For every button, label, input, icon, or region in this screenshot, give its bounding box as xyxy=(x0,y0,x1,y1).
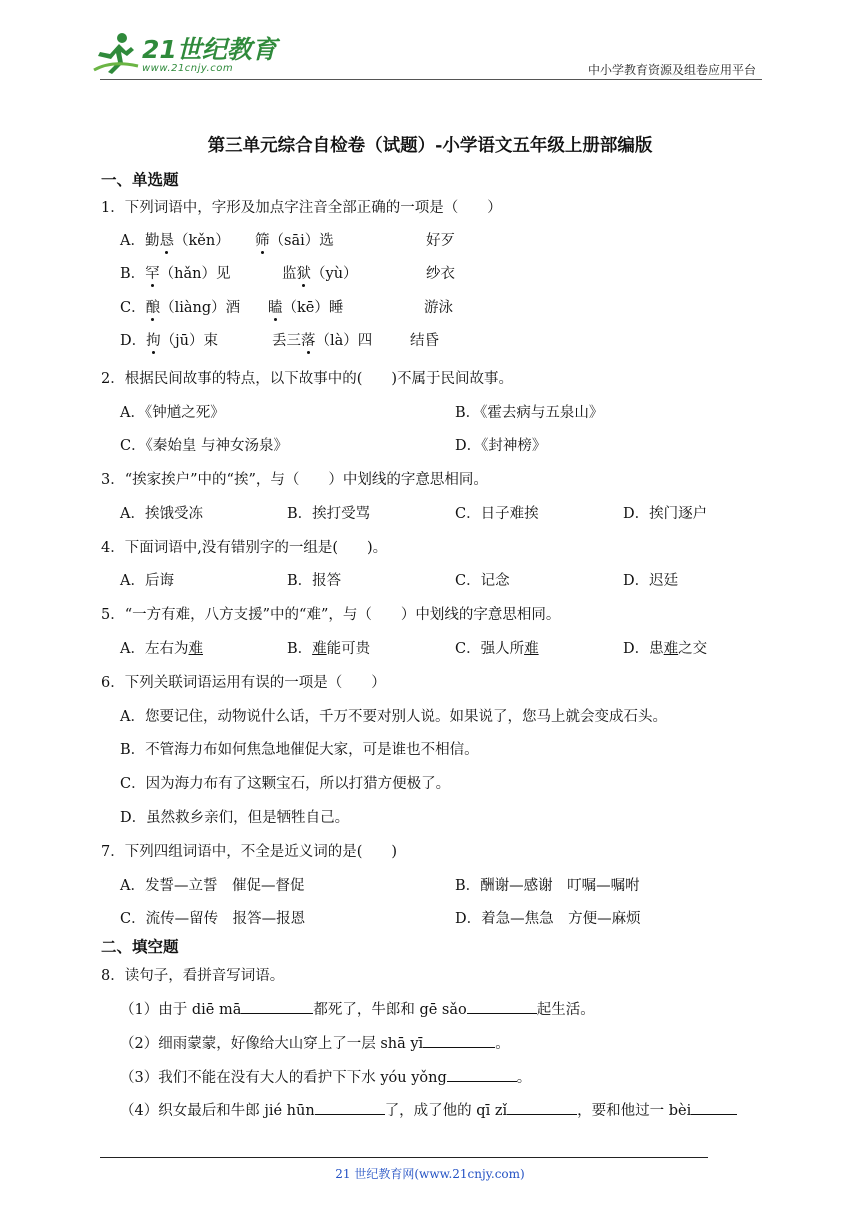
question-6-option-b[interactable]: B．不管海力布如何焦急地催促大家，可是谁也不相信。 xyxy=(120,742,479,758)
question-1-option-a-word3: 好歹 xyxy=(426,233,455,249)
question-1-option-b-word3: 纱衣 xyxy=(426,266,455,282)
question-3-stem: 3．“挨家挨户”中的“挨”，与（ ）中划线的字意思相同。 xyxy=(101,472,488,488)
answer-blank[interactable] xyxy=(423,1035,495,1048)
page-title: 第三单元综合自检卷（试题）-小学语文五年级上册部编版 xyxy=(207,136,653,156)
question-1-stem: 1．下列词语中，字形及加点字注音全部正确的一项是（ ） xyxy=(101,200,502,216)
dotted-char: 罕 xyxy=(145,266,160,282)
dotted-char: 瞌 xyxy=(268,300,283,316)
question-5-stem: 5．“一方有难，八方支援”中的“难”，与（ ）中划线的字意思相同。 xyxy=(101,607,561,623)
question-8-stem: 8．读句子，看拼音写词语。 xyxy=(101,968,285,984)
dotted-char: 拘 xyxy=(146,333,161,349)
question-1-option-a[interactable]: A．勤恳（kěn） xyxy=(120,233,230,249)
dotted-char: 落 xyxy=(301,333,316,349)
question-4-option-c[interactable]: C．记念 xyxy=(455,573,510,589)
question-6-option-c[interactable]: C．因为海力布有了这颗宝石，所以打猎方便极了。 xyxy=(120,776,451,792)
question-4-option-a[interactable]: A．后诲 xyxy=(120,573,174,589)
answer-blank[interactable] xyxy=(691,1102,737,1115)
question-1-option-d[interactable]: D．拘（jū）束 xyxy=(120,333,218,349)
question-3-option-d[interactable]: D．挨门逐户 xyxy=(623,506,708,522)
dotted-char: 筛 xyxy=(255,233,270,249)
footer-divider xyxy=(100,1157,708,1158)
question-5-option-d[interactable]: D．患难之交 xyxy=(623,641,708,657)
question-7-option-b[interactable]: B．酬谢—感谢 叮嘱—嘱咐 xyxy=(455,878,640,894)
question-7-option-a[interactable]: A．发誓—立誓 催促—督促 xyxy=(120,878,305,894)
question-4-option-d[interactable]: D．迟廷 xyxy=(623,573,679,589)
question-8-sentence-1: （1）由于 diē mā 都死了，牛郎和 gē sǎo 起生活。 xyxy=(120,1002,595,1018)
question-2-option-c[interactable]: C．《秦始皇 与神女汤泉》 xyxy=(120,438,288,454)
question-4-option-b[interactable]: B．报答 xyxy=(287,573,342,589)
header-platform-text: 中小学教育资源及组卷应用平台 xyxy=(587,63,756,77)
question-3-option-a[interactable]: A．挨饿受冻 xyxy=(120,506,203,522)
question-1-option-a-word2: 筛（sāi）选 xyxy=(255,233,334,249)
question-1-option-b[interactable]: B．罕（hǎn）见 xyxy=(120,266,231,282)
section-heading-fill-in: 二、填空题 xyxy=(101,938,179,956)
answer-blank[interactable] xyxy=(507,1102,577,1115)
question-1-option-d-word3: 结昏 xyxy=(410,333,439,349)
answer-blank[interactable] xyxy=(241,1001,313,1014)
question-1-option-b-word2: 监狱（yù） xyxy=(282,266,358,282)
question-2-stem: 2．根据民间故事的特点，以下故事中的( )不属于民间故事。 xyxy=(101,371,514,387)
site-logo xyxy=(92,30,277,80)
runner-logo-icon xyxy=(92,30,140,76)
question-8-sentence-2: （2）细雨蒙蒙，好像给大山穿上了一层 shā yī 。 xyxy=(120,1036,510,1052)
question-5-option-a[interactable]: A．左右为难 xyxy=(120,641,203,657)
question-3-option-c[interactable]: C．日子难挨 xyxy=(455,506,539,522)
question-6-stem: 6．下列关联词语运用有误的一项是（ ） xyxy=(101,675,386,691)
question-7-option-d[interactable]: D．着急—焦急 方便—麻烦 xyxy=(455,911,641,927)
question-8-sentence-4: （4）织女最后和牛郎 jié hūn 了，成了他的 qī zǐ ，要和他过一 bèi xyxy=(120,1099,737,1120)
answer-blank[interactable] xyxy=(467,1001,537,1014)
footer-text[interactable]: 21 世纪教育网(www.21cnjy.com) xyxy=(335,1167,525,1181)
question-6-option-d[interactable]: D．虽然救乡亲们，但是牺牲自己。 xyxy=(120,810,350,826)
logo-brand: 21世纪教育 xyxy=(142,35,277,64)
question-2-option-d[interactable]: D．《封神榜》 xyxy=(455,438,547,454)
dotted-char: 恳 xyxy=(159,233,174,249)
header-divider xyxy=(100,79,762,80)
question-1-option-c[interactable]: C．酿（liàng）酒 xyxy=(120,300,241,316)
dotted-char: 狱 xyxy=(296,266,311,282)
dotted-char: 酿 xyxy=(145,300,161,316)
question-1-option-c-word3: 游泳 xyxy=(424,300,453,316)
question-6-option-a[interactable]: A．您要记住，动物说什么话，千万不要对别人说。如果说了，您马上就会变成石头。 xyxy=(120,709,667,725)
section-heading-single-choice: 一、单选题 xyxy=(101,171,179,189)
question-1-option-d-word2: 丢三落（là）四 xyxy=(272,333,373,349)
question-3-option-b[interactable]: B．挨打受骂 xyxy=(287,506,371,522)
answer-blank[interactable] xyxy=(447,1069,517,1082)
question-2-option-a[interactable]: A．《钟馗之死》 xyxy=(120,405,225,421)
question-8-sentence-3: （3）我们不能在没有大人的看护下下水 yóu yǒng 。 xyxy=(120,1070,532,1086)
question-5-option-c[interactable]: C．强人所难 xyxy=(455,641,539,657)
answer-blank[interactable] xyxy=(315,1102,385,1115)
question-4-stem: 4．下面词语中,没有错别字的一组是( )。 xyxy=(101,540,388,556)
question-7-option-c[interactable]: C．流传—留传 报答—报恩 xyxy=(120,911,306,927)
question-1-option-c-word2: 瞌（kē）睡 xyxy=(268,300,344,316)
logo-url: www.21cnjy.com xyxy=(142,63,234,74)
question-2-option-b[interactable]: B．《霍去病与五泉山》 xyxy=(455,405,604,421)
question-5-option-b[interactable]: B．难能可贵 xyxy=(287,641,371,657)
question-7-stem: 7．下列四组词语中，不全是近义词的是( ) xyxy=(101,844,398,860)
